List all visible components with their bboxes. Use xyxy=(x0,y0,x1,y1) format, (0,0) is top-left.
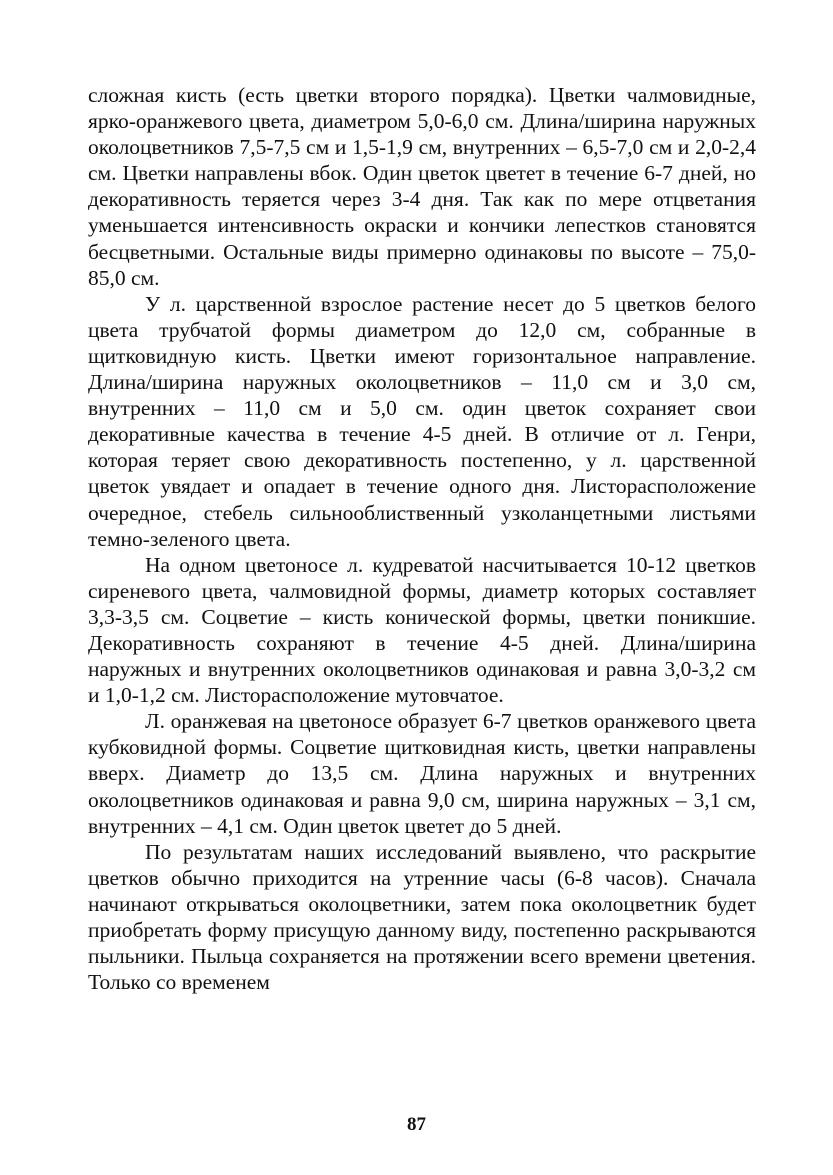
page-body xyxy=(88,82,756,995)
paragraph-2: У л. царственной взрослое растение несет до 5 цветков белого цвета трубчатой формы диаметром до 12,0 см, собранные в щитковидную кисть. Цветки имеют горизонтальное направление. Длина/ширина наружных околоцветников – 11,0 см и 3,0 см, внутренних – 11,0 см и 5,0 см. один цветок сохраняет свои декоративные качества в течение 4-5 дней. В отличие от л. Генри, которая теряет свою декоративность постепенно, у л. царственной цветок увядает и опадает в течение одного дня. Листорасположение очередное, стебель сильнооблиственный узколанцетными листьями темно-зеленого цвета. xyxy=(88,291,756,551)
paragraph-5: По результатам наших исследований выявлено, что раскрытие цветков обычно приходится на утренние часы (6-8 часов). Сначала начинают открываться околоцветники, затем пока околоцветник будет приобретать форму присущую данному виду, постепенно раскрываются пыльники. Пыльца сохраняется на протяжении всего времени цветения. Только со временем xyxy=(88,839,756,995)
paragraph-4: Л. оранжевая на цветоносе образует 6-7 цветков оранжевого цвета кубковидной формы. Соцветие щитковидная кисть, цветки направлены вверх. Диаметр до 13,5 см. Длина наружных и внутренних околоцветников одинаковая и равна 9,0 см, ширина наружных – 3,1 см, внутренних – 4,1 см. Один цветок цветет до 5 дней. xyxy=(88,709,756,838)
page-number: 87 xyxy=(407,1114,426,1135)
paragraph-1: сложная кисть (есть цветки второго порядка). Цветки чалмовидные, ярко-оранжевого цвета, диаметром 5,0-6,0 см. Длина/ширина наружных околоцветников 7,5-7,5 см и 1,5-1,9 см, внутренних – 6,5-7,0 см и 2,0-2,4 см. Цветки направлены вбок. Один цветок цветет в течение 6-7 дней, но декоративность теряется через 3-4 дня. Так как по мере отцветания уменьшается интенсивность окраски и кончики лепестков становятся бесцветными. Остальные виды примерно одинаковы по высоте – 75,0-85,0 см. xyxy=(88,83,756,290)
paragraph-3: На одном цветоносе л. кудреватой насчитывается 10-12 цветков сиреневого цвета, чалмовидной формы, диаметр которых составляет 3,3-3,5 см. Соцветие – кисть конической формы, цветки поникшие. Декоративность сохраняют в течение 4-5 дней. Длина/ширина наружных и внутренних околоцветников одинаковая и равна 3,0-3,2 см и 1,0-1,2 см. Листорасположение мутовчатое. xyxy=(88,552,756,708)
